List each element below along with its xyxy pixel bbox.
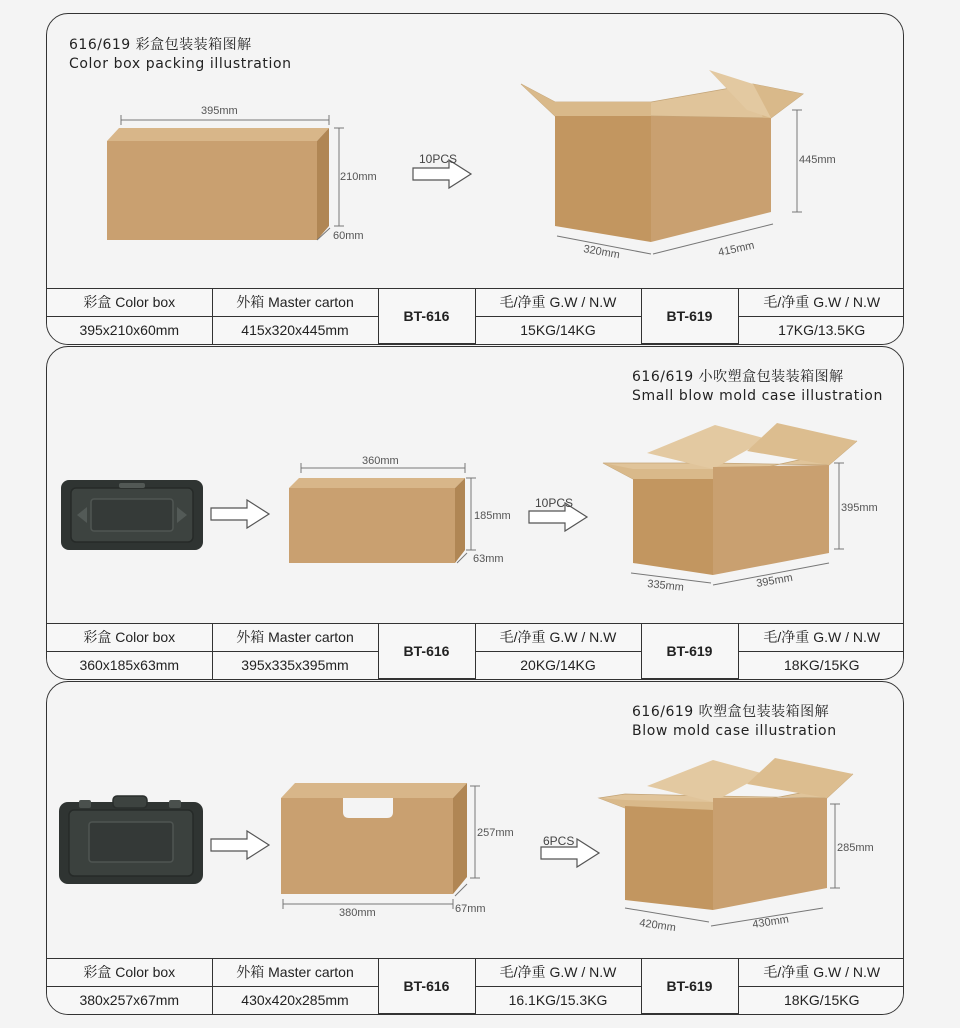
model-bt619: BT-619	[641, 623, 738, 679]
title-english: Color box packing illustration	[69, 56, 292, 72]
packing-panel-blow-mold	[46, 681, 904, 1015]
color-box-size: 380x257x67mm	[47, 986, 212, 1014]
packing-illustration	[47, 14, 904, 290]
title-chinese: 616/619 小吹塑盒包装装箱图解	[632, 369, 844, 385]
weight-value-619: 17KG/13.5KG	[738, 316, 904, 344]
color-box-header: 彩盒 Color box	[47, 288, 212, 316]
weight-header-616: 毛/净重 G.W / N.W	[475, 958, 641, 986]
model-bt616: BT-616	[378, 288, 475, 344]
model-bt616: BT-616	[378, 958, 475, 1014]
weight-value-619: 18KG/15KG	[738, 651, 904, 679]
master-carton-header: 外箱 Master carton	[212, 288, 378, 316]
carton-width-label: 395mm	[755, 571, 794, 590]
carton-height-label: 285mm	[837, 842, 874, 854]
carton-depth-label: 335mm	[646, 578, 685, 594]
quantity-label: 6PCS	[543, 834, 575, 848]
weight-value-616: 20KG/14KG	[475, 651, 641, 679]
carton-height-label: 395mm	[841, 502, 878, 514]
carton-depth-label: 320mm	[582, 243, 621, 262]
master-carton-size: 395x335x395mm	[212, 651, 378, 679]
arrow-icon	[211, 500, 269, 528]
model-bt619: BT-619	[641, 288, 738, 344]
carton-width-label: 415mm	[717, 239, 756, 259]
box-depth-label: 63mm	[473, 553, 504, 565]
title-chinese: 616/619 吹塑盒包装装箱图解	[632, 704, 830, 720]
color-box-size: 360x185x63mm	[47, 651, 212, 679]
color-box-size: 395x210x60mm	[47, 316, 212, 344]
carton-width-label: 430mm	[751, 913, 790, 931]
color-box-image	[289, 478, 465, 563]
weight-header-616: 毛/净重 G.W / N.W	[475, 623, 641, 651]
box-depth-label: 67mm	[455, 903, 486, 915]
master-carton-image	[521, 70, 803, 242]
weight-header-619: 毛/净重 G.W / N.W	[738, 288, 904, 316]
weight-header-619: 毛/净重 G.W / N.W	[738, 623, 904, 651]
color-box-image	[107, 128, 329, 240]
carton-depth-label: 420mm	[638, 917, 677, 935]
weight-value-616: 15KG/14KG	[475, 316, 641, 344]
weight-header-619: 毛/净重 G.W / N.W	[738, 958, 904, 986]
color-box-header: 彩盒 Color box	[47, 958, 212, 986]
packing-illustration	[47, 347, 904, 623]
master-carton-image	[599, 758, 853, 910]
blow-mold-case-image	[59, 796, 203, 884]
title-english: Blow mold case illustration	[632, 723, 837, 739]
box-width-label: 380mm	[339, 907, 376, 919]
weight-value-616: 16.1KG/15.3KG	[475, 986, 641, 1014]
master-carton-header: 外箱 Master carton	[212, 623, 378, 651]
model-bt619: BT-619	[641, 958, 738, 1014]
box-width-label: 395mm	[201, 105, 238, 117]
spec-table	[47, 623, 904, 680]
weight-header-616: 毛/净重 G.W / N.W	[475, 288, 641, 316]
arrow-icon	[211, 831, 269, 859]
master-carton-header: 外箱 Master carton	[212, 958, 378, 986]
color-box-header: 彩盒 Color box	[47, 623, 212, 651]
box-depth-label: 60mm	[333, 230, 364, 242]
spec-table	[47, 958, 904, 1015]
quantity-label: 10PCS	[535, 496, 574, 510]
master-carton-size: 430x420x285mm	[212, 986, 378, 1014]
box-height-label: 210mm	[340, 171, 377, 183]
packing-panel-small-blow-mold	[46, 346, 904, 680]
carton-height-label: 445mm	[799, 154, 836, 166]
box-height-label: 185mm	[474, 510, 511, 522]
weight-value-619: 18KG/15KG	[738, 986, 904, 1014]
box-width-label: 360mm	[362, 455, 399, 467]
quantity-label: 10PCS	[419, 152, 458, 166]
title-chinese: 616/619 彩盒包装装箱图解	[69, 37, 252, 53]
master-carton-size: 415x320x445mm	[212, 316, 378, 344]
small-blow-mold-case-image	[61, 480, 203, 550]
packing-illustration	[47, 682, 904, 958]
packing-panel-color-box	[46, 13, 904, 345]
spec-table	[47, 288, 904, 345]
color-box-image	[281, 783, 467, 894]
box-height-label: 257mm	[477, 827, 514, 839]
model-bt616: BT-616	[378, 623, 475, 679]
master-carton-image	[603, 423, 857, 575]
title-english: Small blow mold case illustration	[632, 388, 883, 404]
